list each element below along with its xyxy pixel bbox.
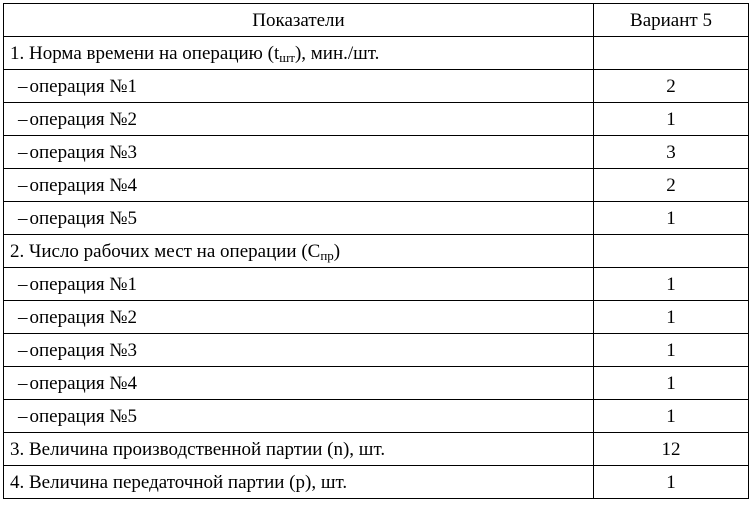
table-row [4,103,749,136]
table-row [4,301,749,334]
operation-value: 1 [594,400,749,433]
dash: – [18,75,28,97]
empty-cell [594,37,749,70]
operation-label [4,334,594,367]
table-row [4,400,749,433]
table-row [4,334,749,367]
dash: – [18,372,28,394]
operation-name: операция №3 [29,339,137,361]
section1-title [4,37,594,70]
section2-title-pre: 2. Число рабочих мест на операции (С [10,240,321,262]
operation-value: 3 [594,136,749,169]
operation-label [4,367,594,400]
table-row [4,433,749,466]
dash: – [18,405,28,427]
section1-title-pre: 1. Норма времени на операцию (t [10,42,280,64]
operation-value: 1 [594,268,749,301]
table-row [4,466,749,499]
operation-name: операция №2 [29,108,137,130]
section2-title-post: ) [333,240,341,262]
operation-name: операция №5 [29,207,137,229]
operation-name: операция №5 [29,405,137,427]
dash: – [18,174,28,196]
table-row [4,268,749,301]
transfer-batch-value: 1 [594,466,749,499]
production-batch-label: 3. Величина производственной партии (n), шт. [4,433,594,466]
dash: – [18,339,28,361]
table-row [4,169,749,202]
table-row [4,367,749,400]
section1-title-sub: шт [279,49,295,65]
dash: – [18,207,28,229]
operation-name: операция №4 [29,174,137,196]
table-row [4,136,749,169]
operation-value: 1 [594,301,749,334]
dash: – [18,306,28,328]
operation-value: 2 [594,169,749,202]
dash: – [18,108,28,130]
header-row [4,4,749,37]
table-row [4,70,749,103]
operation-value: 1 [594,103,749,136]
operation-value: 1 [594,202,749,235]
section-title-row [4,235,749,268]
production-batch-value: 12 [594,433,749,466]
operation-value: 1 [594,334,749,367]
operation-value: 1 [594,367,749,400]
operation-label [4,301,594,334]
operation-label [4,70,594,103]
empty-cell [594,235,749,268]
dash: – [18,273,28,295]
transfer-batch-label: 4. Величина передаточной партии (p), шт. [4,466,594,499]
section2-title-sub: пр [320,247,334,263]
section1-title-post: ), мин./шт. [294,42,380,64]
section2-title [4,235,594,268]
operation-name: операция №1 [29,273,137,295]
operation-label [4,103,594,136]
operation-label [4,169,594,202]
section-title-row [4,37,749,70]
header-variant: Вариант 5 [594,4,749,37]
operation-label [4,202,594,235]
header-indicators: Показатели [4,4,594,37]
operation-label [4,400,594,433]
operation-name: операция №3 [29,141,137,163]
operation-label [4,136,594,169]
operation-value: 2 [594,70,749,103]
dash: – [18,141,28,163]
operation-label [4,268,594,301]
operation-name: операция №2 [29,306,137,328]
operation-name: операция №1 [29,75,137,97]
indicators-table [3,3,749,499]
operation-name: операция №4 [29,372,137,394]
table-row [4,202,749,235]
